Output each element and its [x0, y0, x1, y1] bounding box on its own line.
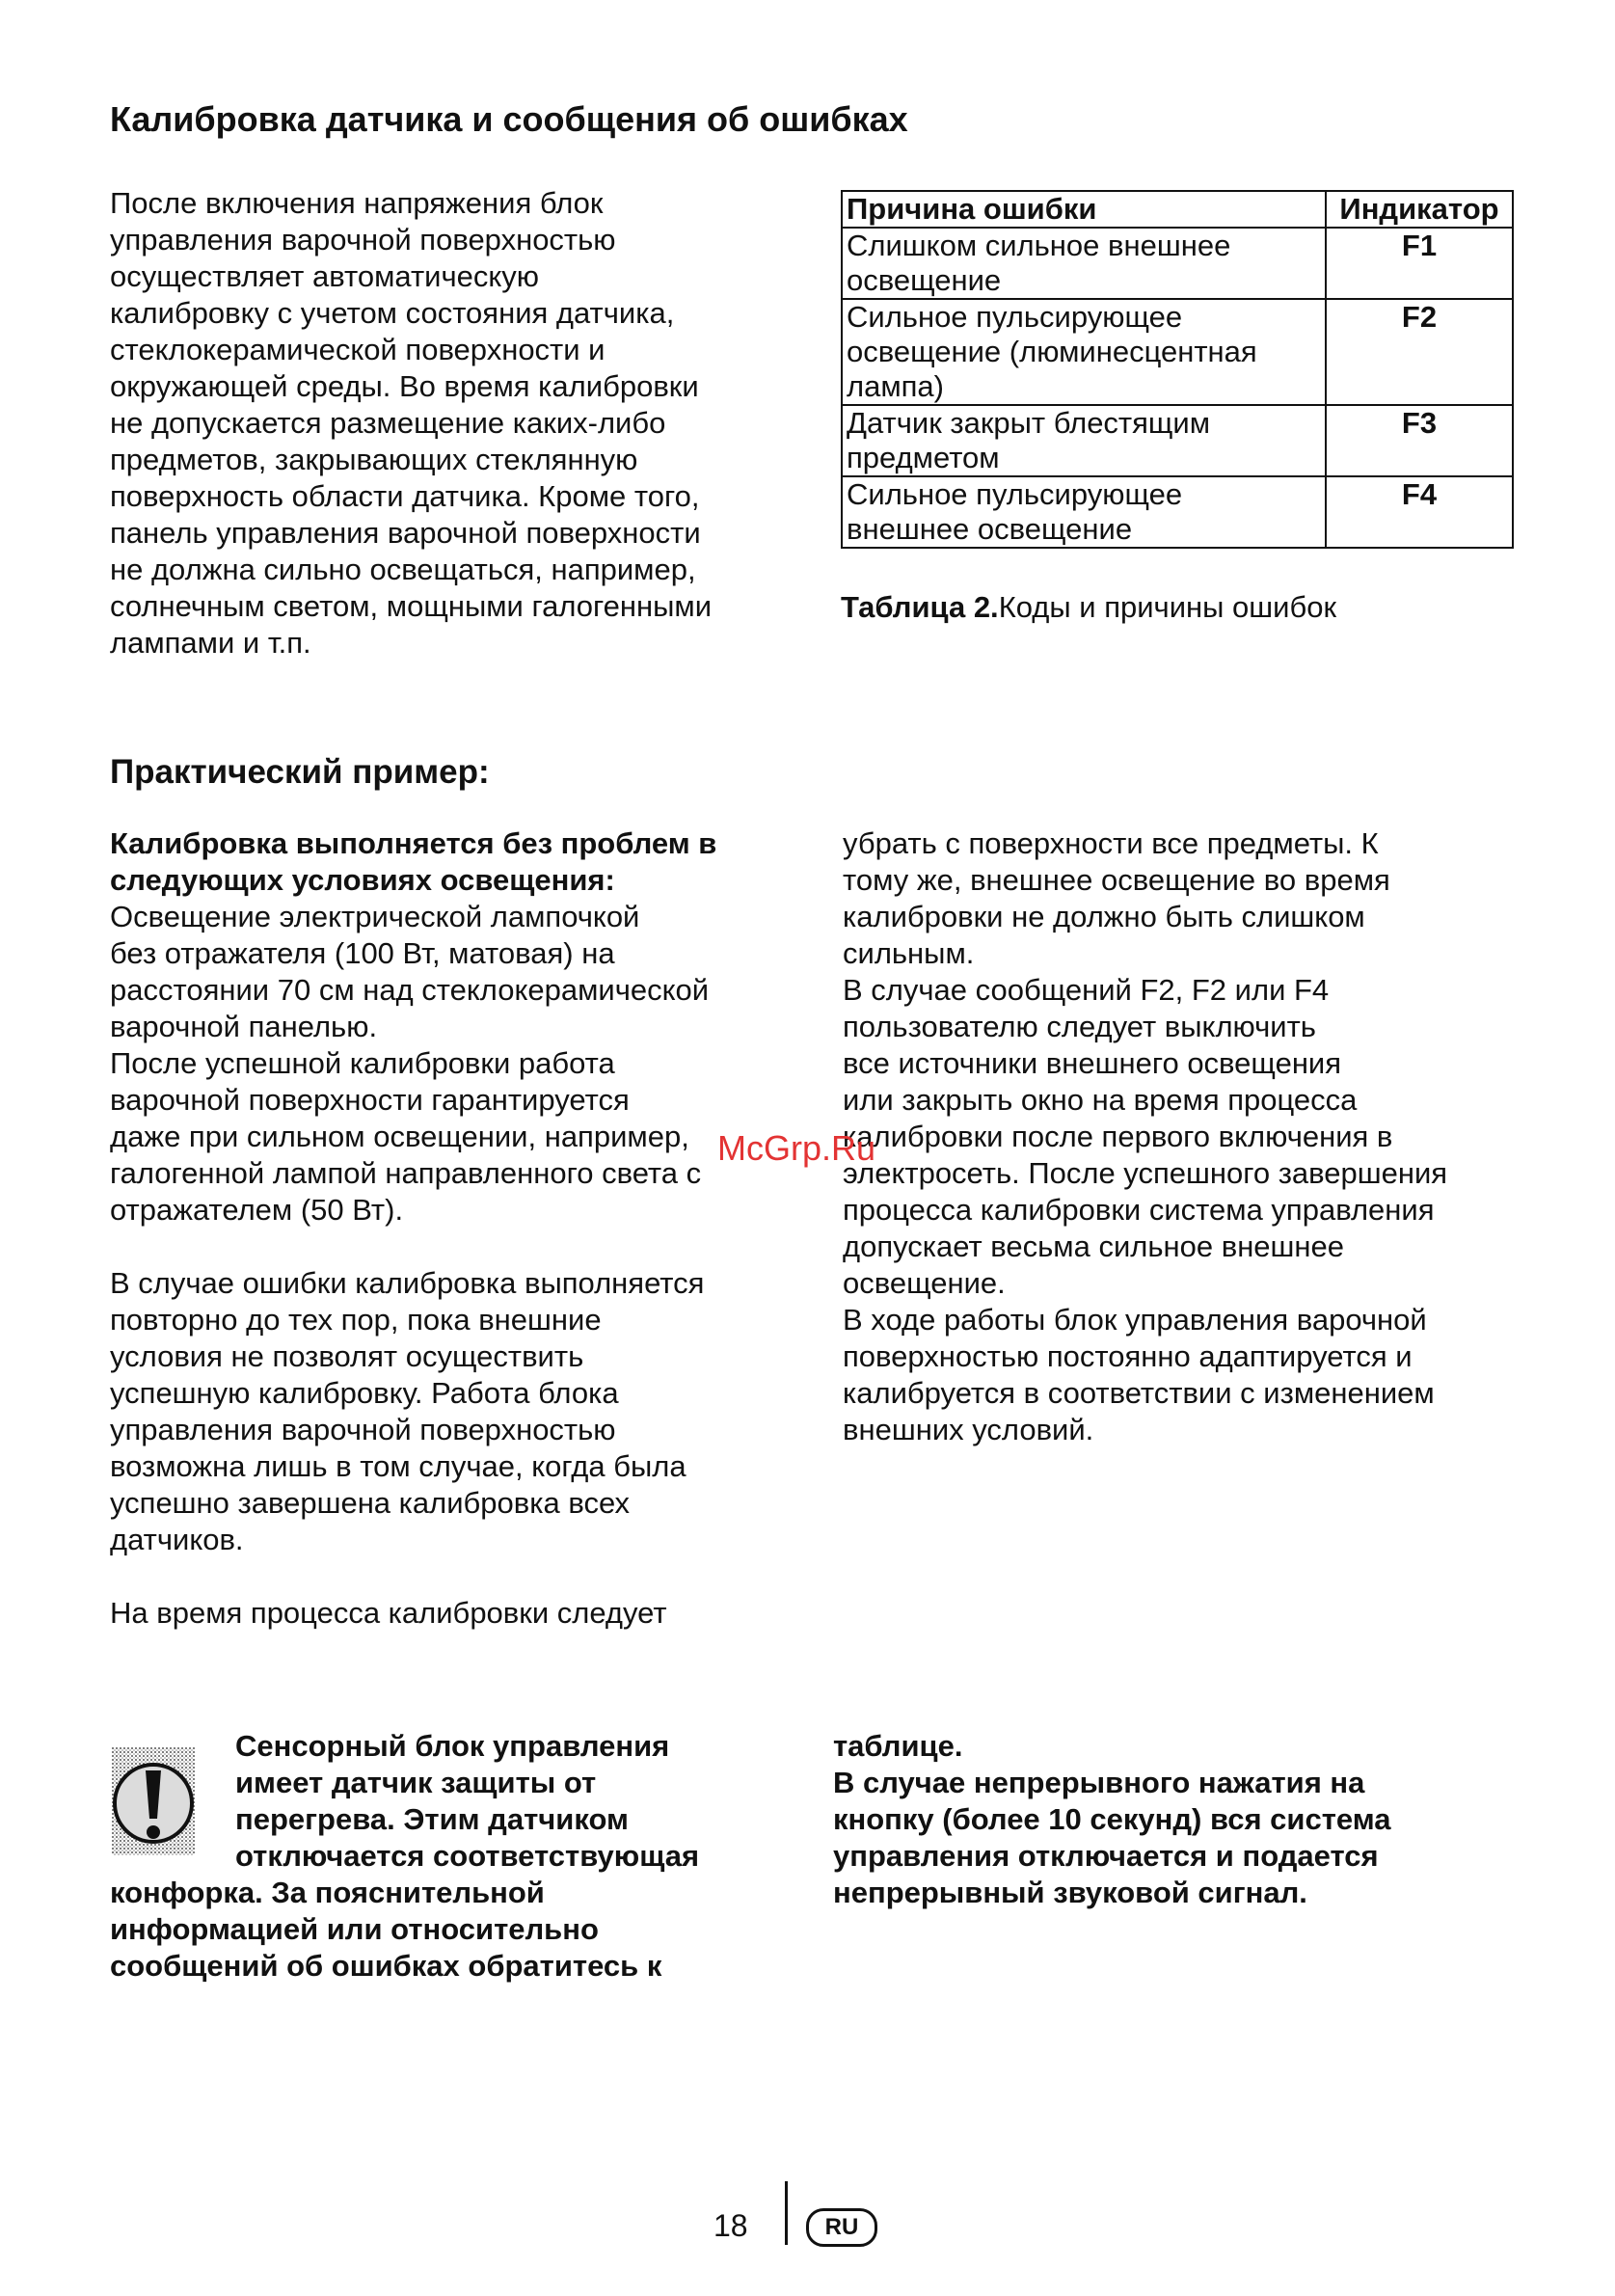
- header-indicator: Индикатор: [1326, 191, 1513, 228]
- row-cause: Слишком сильное внешнее освещение: [842, 228, 1326, 299]
- practical-left-text-2: В случае ошибки калибровка выполняется повторно до тех пор, пока внешние условия не позволят осуществить успешную калибровку. Работа блока управления варочной поверхностью возможна лишь в том случае, когда была успешно завершена калибровка всех датчиков.: [110, 1266, 705, 1556]
- header-cause: Причина ошибки: [842, 191, 1326, 228]
- warning-text-left: конфорка. За пояснительной информацией или относительно сообщений об ошибках обратитесь к: [110, 1876, 662, 1983]
- row-code: F1: [1326, 228, 1513, 299]
- table-row: [842, 476, 1513, 548]
- row-code: F2: [1326, 299, 1513, 405]
- caption-label: Таблица 2.: [841, 590, 999, 624]
- warning-text-right: таблице. В случае непрерывного нажатия на кнопку (более 10 секунд) вся система управления отключается и подается непрерывный звуковой сигнал.: [833, 1729, 1391, 1909]
- intro-paragraph: После включения напряжения блок управления варочной поверхностью осуществляет автоматическую калибровку с учетом состояния датчика, стеклокерамической поверхности и окружающей среды. Во время калибровки не допускается размещение каких-либо предметов, закрывающих стеклянную поверхность области датчика. Кроме того, панель управления варочной поверхности не должна сильно освещаться, например, солнечным светом, мощными галогенными лампами и т.п.: [110, 186, 713, 660]
- row-cause: Датчик закрыт блестящим предметом: [842, 405, 1326, 476]
- watermark: McGrp.Ru: [717, 1128, 876, 1168]
- page-number: 18: [713, 2208, 748, 2243]
- row-code: F4: [1326, 476, 1513, 548]
- practical-left-text-3: На время процесса калибровки следует: [110, 1596, 667, 1630]
- language-badge: RU: [806, 2208, 877, 2247]
- table-row: [842, 405, 1513, 476]
- page-title: Калибровка датчика и сообщения об ошибках: [110, 99, 908, 139]
- table-row: [842, 228, 1513, 299]
- row-cause: Сильное пульсирующее освещение (люминесцентная лампа): [842, 299, 1326, 405]
- table-header-row: [842, 191, 1513, 228]
- practical-left-text-1: Освещение электрической лампочкой без отражателя (100 Вт, матовая) на расстоянии 70 см над стеклокерамической варочной панелью. После успешной калибровки работа варочной поверхности гарантируется даже при сильном освещении, например, галогенной лампой направленного света с отражателем (50 Вт).: [110, 900, 710, 1227]
- footer-divider: [785, 2181, 788, 2245]
- table-caption: [841, 590, 1336, 625]
- section-heading-practical: Практический пример:: [110, 753, 490, 791]
- caption-text: Коды и причины ошибок: [998, 590, 1337, 624]
- table-row: [842, 299, 1513, 405]
- warning-icon: [112, 1747, 195, 1855]
- error-code-table: [841, 190, 1514, 549]
- warning-text-indented: Сенсорный блок управления имеет датчик защиты от перегрева. Этим датчиком отключается соответствующая: [235, 1729, 700, 1873]
- practical-bold-intro: Калибровка выполняется без проблем в следующих условиях освещения:: [110, 826, 717, 897]
- practical-right-text: убрать с поверхности все предметы. К тому же, внешнее освещение во время калибровки не должно быть слишком сильным. В случае сообщений F2, F2 или F4 пользователю следует выключить все источники внешнего освещения или закрыть окно на время процесса калибровки после первого включения в электросеть. После успешного завершения процесса калибровки система управления допускает весьма сильное внешнее освещение. В ходе работы блок управления варочной поверхностью постоянно адаптируется и калибруется в соответствии с изменением внешних условий.: [843, 826, 1448, 1446]
- row-cause: Сильное пульсирующее внешнее освещение: [842, 476, 1326, 548]
- row-code: F3: [1326, 405, 1513, 476]
